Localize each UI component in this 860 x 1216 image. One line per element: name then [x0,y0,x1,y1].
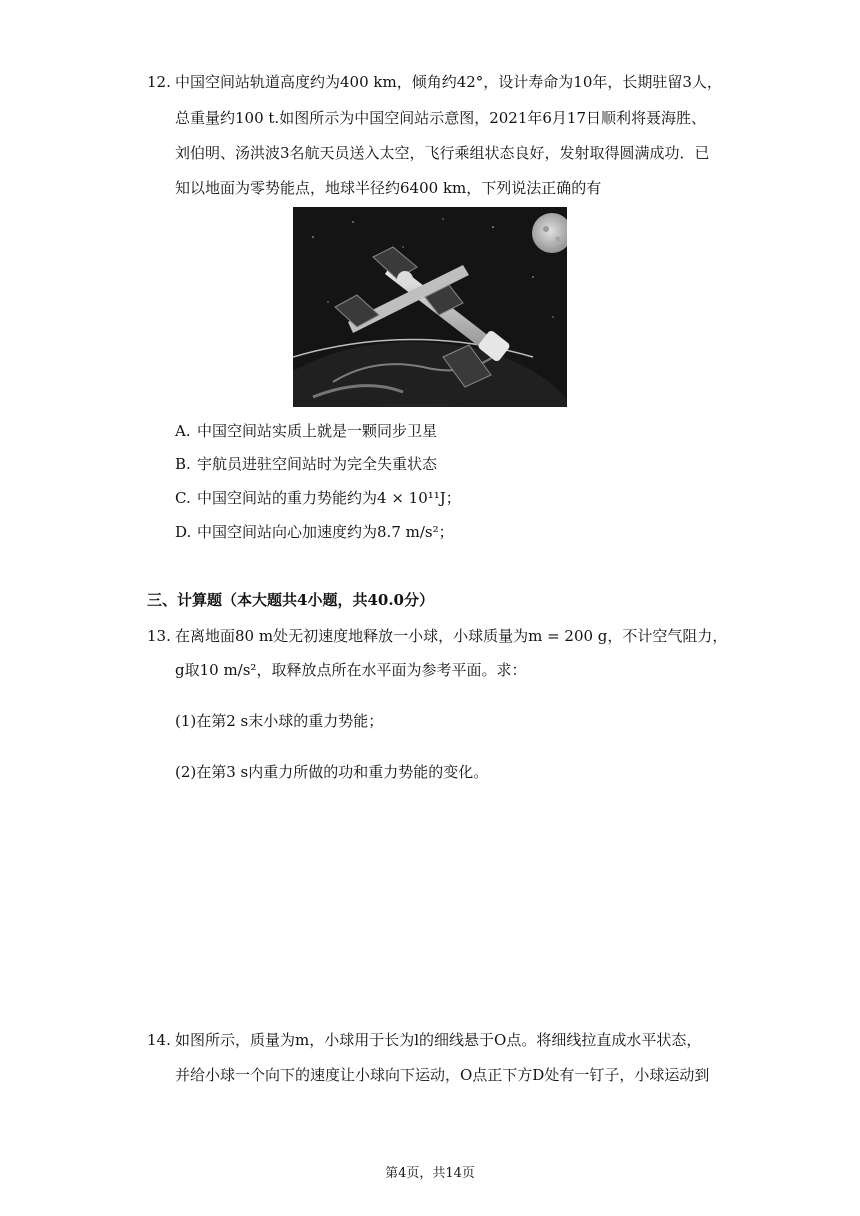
option-letter: D. [175,523,192,541]
option-letter: A. [175,422,191,440]
option-letter: B. [175,455,191,473]
q14-text-line1: 如图所示，质量为m，小球用于长为l的细线悬于O点。将细线拉直成水平状态， [175,1031,702,1049]
option-letter: C. [175,489,191,507]
space-station-image [293,207,567,407]
q12-number: 12. [147,73,171,91]
q12-text-line1: 中国空间站轨道高度约为400 km，倾角约42°，设计寿命为10年，长期驻留3人， [175,73,722,91]
page-footer: 第4页，共14页 [385,1166,475,1181]
option-text: 中国空间站向心加速度约为8.7 m/s²； [197,523,454,541]
q12-text-line3: 刘伯明、汤洪波3名航天员送入太空，飞行乘组状态良好，发射取得圆满成功．已 [175,144,710,162]
q13-subquestion-1: (1)在第2 s末小球的重力势能； [175,712,384,730]
q14-number: 14. [147,1031,171,1049]
option-text: 宇航员进驻空间站时为完全失重状态 [197,455,438,473]
q12-option-b [175,454,437,474]
q13-subquestion-2: (2)在第3 s内重力所做的功和重力势能的变化。 [175,763,489,781]
q12-text-line2: 总重量约100 t.如图所示为中国空间站示意图，2021年6月17日顺利将聂海胜、 [175,109,707,127]
section-heading: 三、计算题（本大题共4小题，共40.0分） [147,591,434,609]
option-text: 中国空间站的重力势能约为4 × 10¹¹J； [197,489,461,507]
q12-option-d [175,522,454,542]
q12-option-c [175,488,461,508]
q13-text-line1: 在离地面80 m处无初速度地释放一小球，小球质量为m = 200 g，不计空气阻力， [175,627,728,645]
q12-option-a [175,421,437,441]
q13-number: 13. [147,627,171,645]
space-station-figure [293,207,567,407]
q13-text-line2: g取10 m/s²，取释放点所在水平面为参考平面。求： [175,661,527,679]
q12-text-line4: 知以地面为零势能点，地球半径约6400 km，下列说法正确的有 [175,179,602,197]
option-text: 中国空间站实质上就是一颗同步卫星 [197,422,438,440]
q14-text-line2: 并给小球一个向下的速度让小球向下运动，O点正下方D处有一钉子，小球运动到 [175,1066,710,1084]
